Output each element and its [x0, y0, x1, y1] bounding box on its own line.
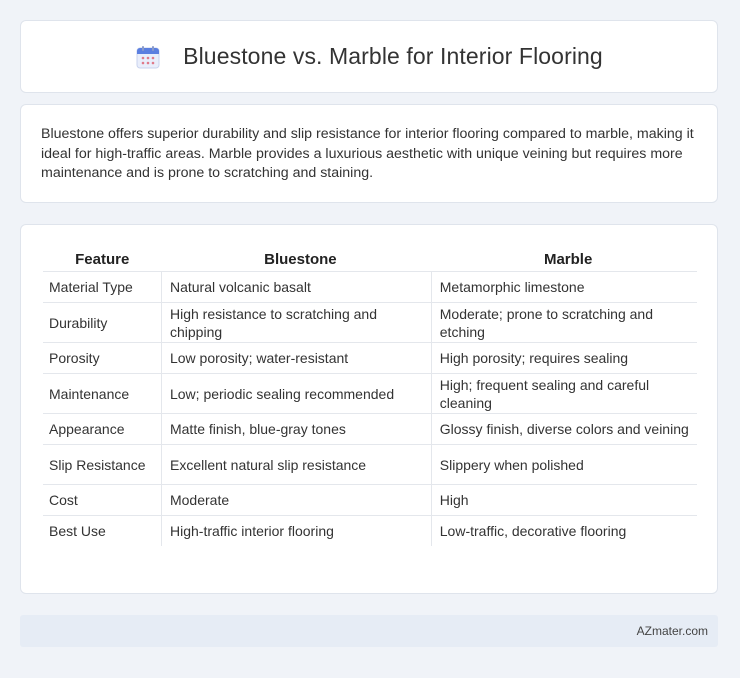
marble-cell: Slippery when polished: [431, 445, 697, 485]
feature-cell: Durability: [43, 303, 161, 343]
bluestone-cell: High resistance to scratching and chipping: [161, 303, 431, 343]
marble-cell: Glossy finish, diverse colors and veining: [431, 414, 697, 445]
comparison-table: [43, 247, 697, 546]
table-row: [43, 343, 697, 374]
feature-cell: Maintenance: [43, 374, 161, 414]
bluestone-cell: Low; periodic sealing recommended: [161, 374, 431, 414]
table-row: [43, 485, 697, 516]
table-row: [43, 303, 697, 343]
marble-cell: High; frequent sealing and careful cleaning: [431, 374, 697, 414]
marble-cell: High porosity; requires sealing: [431, 343, 697, 374]
table-row: [43, 272, 697, 303]
bluestone-cell: Excellent natural slip resistance: [161, 445, 431, 485]
marble-cell: High: [431, 485, 697, 516]
footer: [20, 615, 718, 647]
table-row: [43, 414, 697, 445]
feature-cell: Appearance: [43, 414, 161, 445]
feature-cell: Porosity: [43, 343, 161, 374]
table-card: [20, 224, 718, 594]
header-card: [20, 20, 718, 93]
bluestone-cell: Natural volcanic basalt: [161, 272, 431, 303]
table-row: [43, 516, 697, 547]
marble-cell: Moderate; prone to scratching and etching: [431, 303, 697, 343]
intro-text: Bluestone offers superior durability and slip resistance for interior flooring compared to marble, making it ideal for high-traffic areas. Marble provides a luxurious aesthetic with unique veining but requires more maintenance and is prone to scratching and staining.: [41, 126, 694, 181]
bluestone-cell: Moderate: [161, 485, 431, 516]
marble-cell: Low-traffic, decorative flooring: [431, 516, 697, 547]
feature-cell: Material Type: [43, 272, 161, 303]
header-bluestone: Bluestone: [161, 247, 431, 272]
header-marble: Marble: [431, 247, 697, 272]
header: [135, 43, 603, 70]
calendar-icon: [135, 44, 161, 70]
feature-cell: Best Use: [49, 523, 106, 539]
bluestone-cell: Matte finish, blue-gray tones: [161, 414, 431, 445]
table-row: [43, 374, 697, 414]
marble-cell: Metamorphic limestone: [431, 272, 697, 303]
header-feature: Feature: [43, 247, 161, 272]
feature-cell: Cost: [43, 485, 161, 516]
feature-cell: Slip Resistance: [43, 445, 161, 485]
page-title: Bluestone vs. Marble for Interior Flooring: [183, 43, 603, 69]
intro-card: [20, 104, 718, 203]
bluestone-cell: Low porosity; water-resistant: [161, 343, 431, 374]
source-label: AZmater.com: [636, 624, 708, 638]
table-row: [43, 445, 697, 485]
table-header-row: [43, 247, 697, 272]
bluestone-cell: High-traffic interior flooring: [161, 516, 431, 547]
